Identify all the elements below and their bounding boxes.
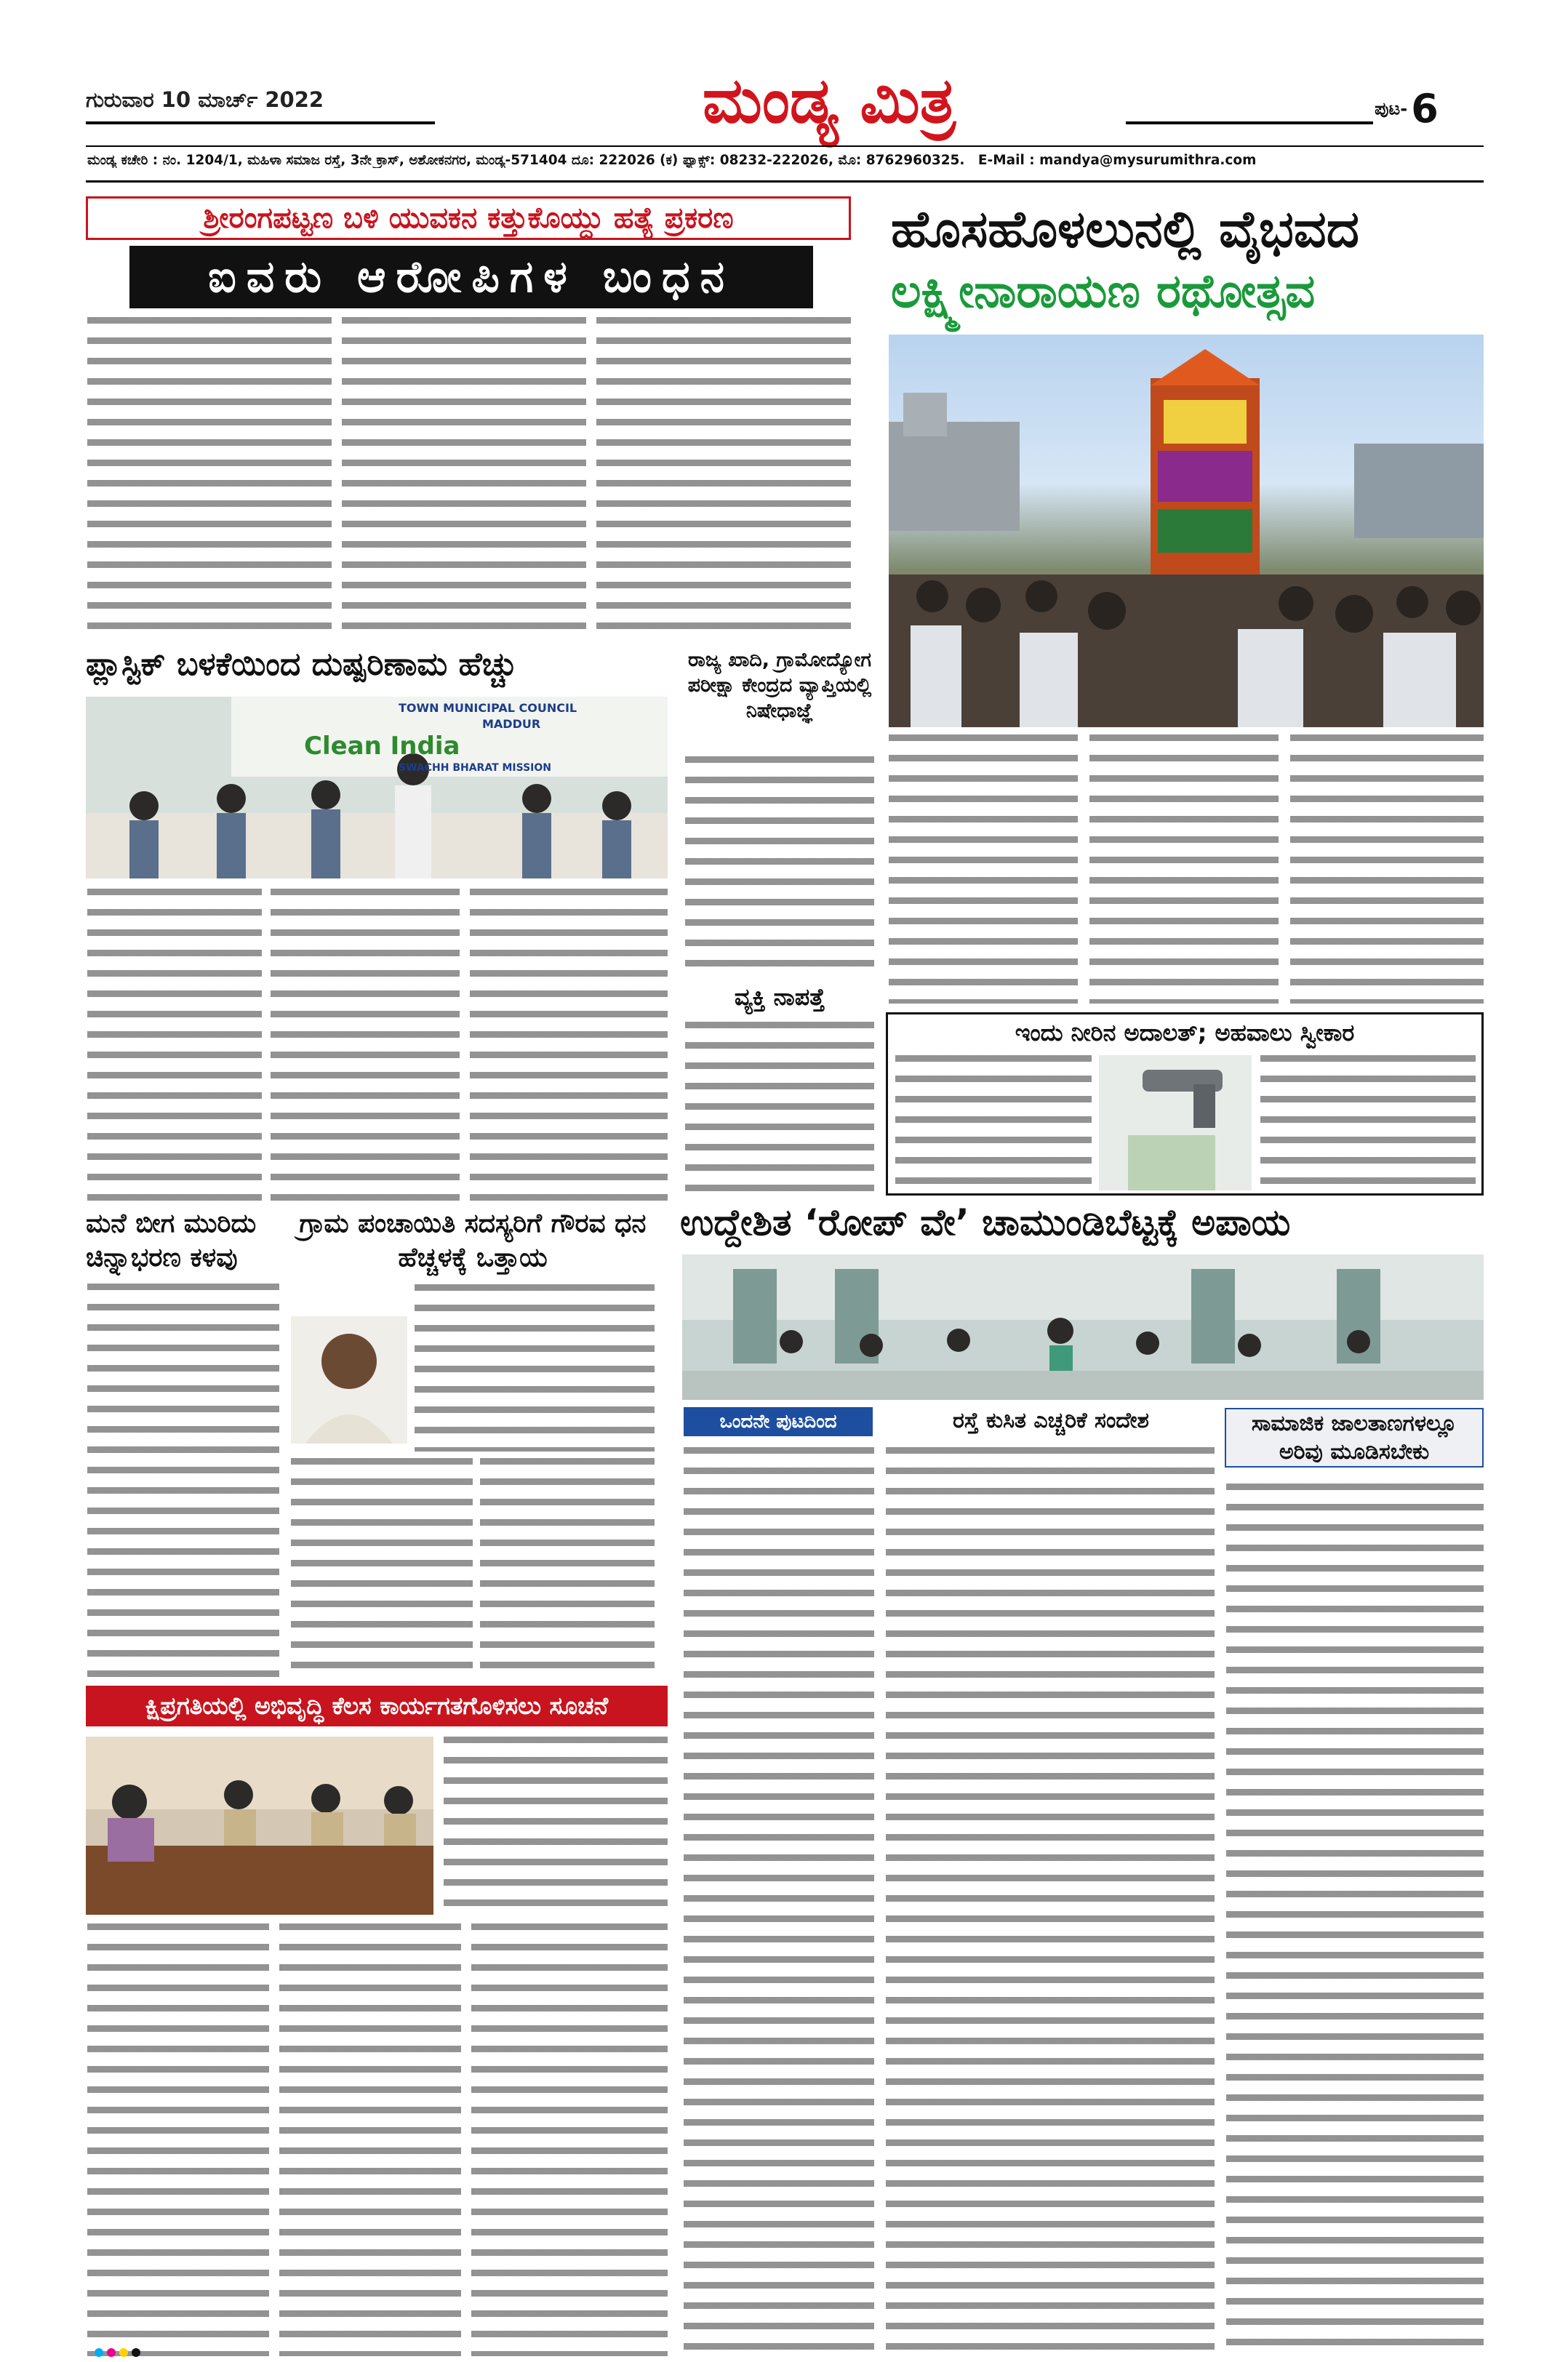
missing-body <box>685 1022 874 1200</box>
festival-column-3 <box>1290 734 1484 1004</box>
page-number-box <box>1375 86 1484 132</box>
festival-headline-1: ಹೊಸಹೊಳಲುನಲ್ಲಿ ವೈಭವದ <box>891 199 1359 259</box>
ropeway-headline: ಉದ್ದೇಶಿತ ‘ರೋಪ್ ವೇ’ ಚಾಮುಂಡಿಬೆಟ್ಟಕ್ಕೆ ಅಪಾಯ <box>680 1201 1291 1244</box>
murder-kicker-text: ಶ್ರೀರಂಗಪಟ್ಟಣ ಬಳಿ ಯುವಕನ ಕತ್ತುಕೊಯ್ದು ಹತ್ಯೆ ಪ್ರಕರಣ <box>203 201 734 235</box>
address-bottom-rule <box>86 180 1484 183</box>
honorarium-column-3 <box>480 1458 655 1676</box>
ropeway-column-1 <box>684 1447 874 2356</box>
adalat-box <box>886 1012 1484 1196</box>
works-headline-band <box>86 1686 668 1726</box>
works-column-top-right <box>444 1737 668 1915</box>
festival-chariot-photo <box>889 335 1484 727</box>
theft-headline: ಮನೆ ಬೀಗ ಮುರಿದು ಚಿನ್ನಾಭರಣ ಕಳವು <box>86 1209 257 1273</box>
banner-line-2: MADDUR <box>482 717 541 731</box>
works-column-1 <box>87 1923 269 2356</box>
works-column-3 <box>471 1923 668 2356</box>
works-meeting-photo <box>86 1737 433 1915</box>
ropeway-meeting-photo <box>682 1254 1484 1400</box>
banner-line-1: TOWN MUNICIPAL COUNCIL <box>399 701 577 715</box>
ropeway-column-2 <box>886 1447 1215 2356</box>
masthead-right-rule <box>1126 121 1373 124</box>
plastic-event-drawing <box>86 697 668 878</box>
adalat-body-left <box>895 1055 1092 1190</box>
adalat-body-right <box>1260 1055 1476 1190</box>
ropeway-column-3 <box>1226 1484 1484 2356</box>
murder-column-1 <box>87 317 332 630</box>
email-address: E-Mail : mandya@mysurumithra.com <box>977 153 1257 168</box>
masthead-title: ಮಂಡ್ಯ ಮಿತ್ರ <box>703 64 956 137</box>
festival-headline-2: ಲಕ್ಷ್ಮೀನಾರಾಯಣ ರಥೋತ್ಸವ <box>891 265 1316 319</box>
water-tap-photo <box>1099 1055 1252 1190</box>
murder-column-3 <box>596 317 851 630</box>
honorarium-headline: ಗ್ರಾಮ ಪಂಚಾಯಿತಿ ಸದಸ್ಯರಿಗೆ ಗೌರವ ಧನ ಹೆಚ್ಚಳಕ್ಕೆ ಒತ್ತಾಯ <box>299 1209 647 1273</box>
plastic-column-2 <box>271 889 460 1201</box>
page-number: 6 <box>1411 86 1439 132</box>
plastic-column-3 <box>470 889 668 1201</box>
murder-headline-text: ಐವರು ಆರೋಪಿಗಳ ಬಂಧನ <box>207 252 735 303</box>
color-registration-dots <box>95 2346 140 2360</box>
theft-body <box>87 1284 279 1685</box>
festival-scene-drawing <box>889 335 1484 727</box>
social-media-headline: ಸಾಮಾಜಿಕ ಜಾಲತಾಣಗಳಲ್ಲೂ ಅರಿವು ಮೂಡಿಸಬೇಕು <box>1225 1408 1484 1468</box>
murder-kicker <box>86 196 851 240</box>
honorarium-column-1 <box>415 1284 655 1452</box>
ropeway-meeting-drawing <box>682 1254 1484 1400</box>
banner-line-4: SWACHH BHARAT MISSION <box>399 762 551 774</box>
banner-line-3: Clean India <box>304 732 460 761</box>
festival-column-2 <box>1089 734 1279 1004</box>
continued-label-text: ಒಂದನೇ ಪುಟದಿಂದ <box>719 1411 837 1433</box>
plastic-column-1 <box>87 889 262 1201</box>
exam-headline: ರಾಜ್ಯ ಖಾದಿ, ಗ್ರಾಮೋದ್ಯೋಗ ಪರೀಕ್ಷಾ ಕೇಂದ್ರದ ವ್ಯಾಪ್ತಿಯಲ್ಲಿ ನಿಷೇಧಾಜ್ಞೆ <box>687 649 872 723</box>
continued-label <box>684 1407 873 1436</box>
masthead-left-rule <box>86 121 435 124</box>
works-headline-text: ಕ್ಷಿಪ್ರಗತಿಯಲ್ಲಿ ಅಭಿವೃದ್ಧಿ ಕೆಲಸ ಕಾರ್ಯಗತಗೊಳಿಸಲು ಸೂಚನೆ <box>145 1692 609 1720</box>
plastic-event-photo <box>86 697 668 878</box>
exam-body <box>685 756 874 974</box>
masthead <box>0 0 1568 189</box>
works-column-2 <box>279 1923 461 2356</box>
address-top-rule <box>86 145 1484 147</box>
murder-column-2 <box>342 317 586 630</box>
member-portrait <box>291 1316 407 1444</box>
missing-headline: ವ್ಯಕ್ತಿ ನಾಪತ್ತೆ <box>734 983 825 1011</box>
masthead-date: ಗುರುವಾರ 10 ಮಾರ್ಚ್ 2022 <box>86 87 324 112</box>
page-label: ಪುಟ- <box>1375 98 1408 119</box>
office-address: ಮಂಡ್ಯ ಕಚೇರಿ : ನಂ. 1204/1, ಮಹಿಳಾ ಸಮಾಜ ರಸ್ತೆ, 3ನೇ ಕ್ರಾಸ್, ಅಶೋಕನಗರ, ಮಂಡ್ಯ-571404 ದೂ: 222026 (ಕ) ಫ್ಯಾಕ್ಸ್: 08232-222026, ಮೊ: 8762960325. <box>87 153 965 168</box>
murder-headline <box>129 246 813 308</box>
adalat-headline: ಇಂದು ನೀರಿನ ಅದಾಲತ್; ಅಹವಾಲು ಸ್ವೀಕಾರ <box>1015 1019 1355 1046</box>
works-meeting-drawing <box>86 1737 433 1915</box>
festival-column-1 <box>889 734 1078 1004</box>
plastic-headline: ಪ್ಲಾಸ್ಟಿಕ್ ಬಳಕೆಯಿಂದ ದುಷ್ಪರಿಣಾಮ ಹೆಚ್ಚು <box>86 646 518 683</box>
road-safety-headline: ರಸ್ತೆ ಕುಸಿತ ಎಚ್ಚರಿಕೆ ಸಂದೇಶ <box>953 1408 1149 1433</box>
address-line <box>87 153 1484 168</box>
honorarium-column-2 <box>291 1458 473 1676</box>
